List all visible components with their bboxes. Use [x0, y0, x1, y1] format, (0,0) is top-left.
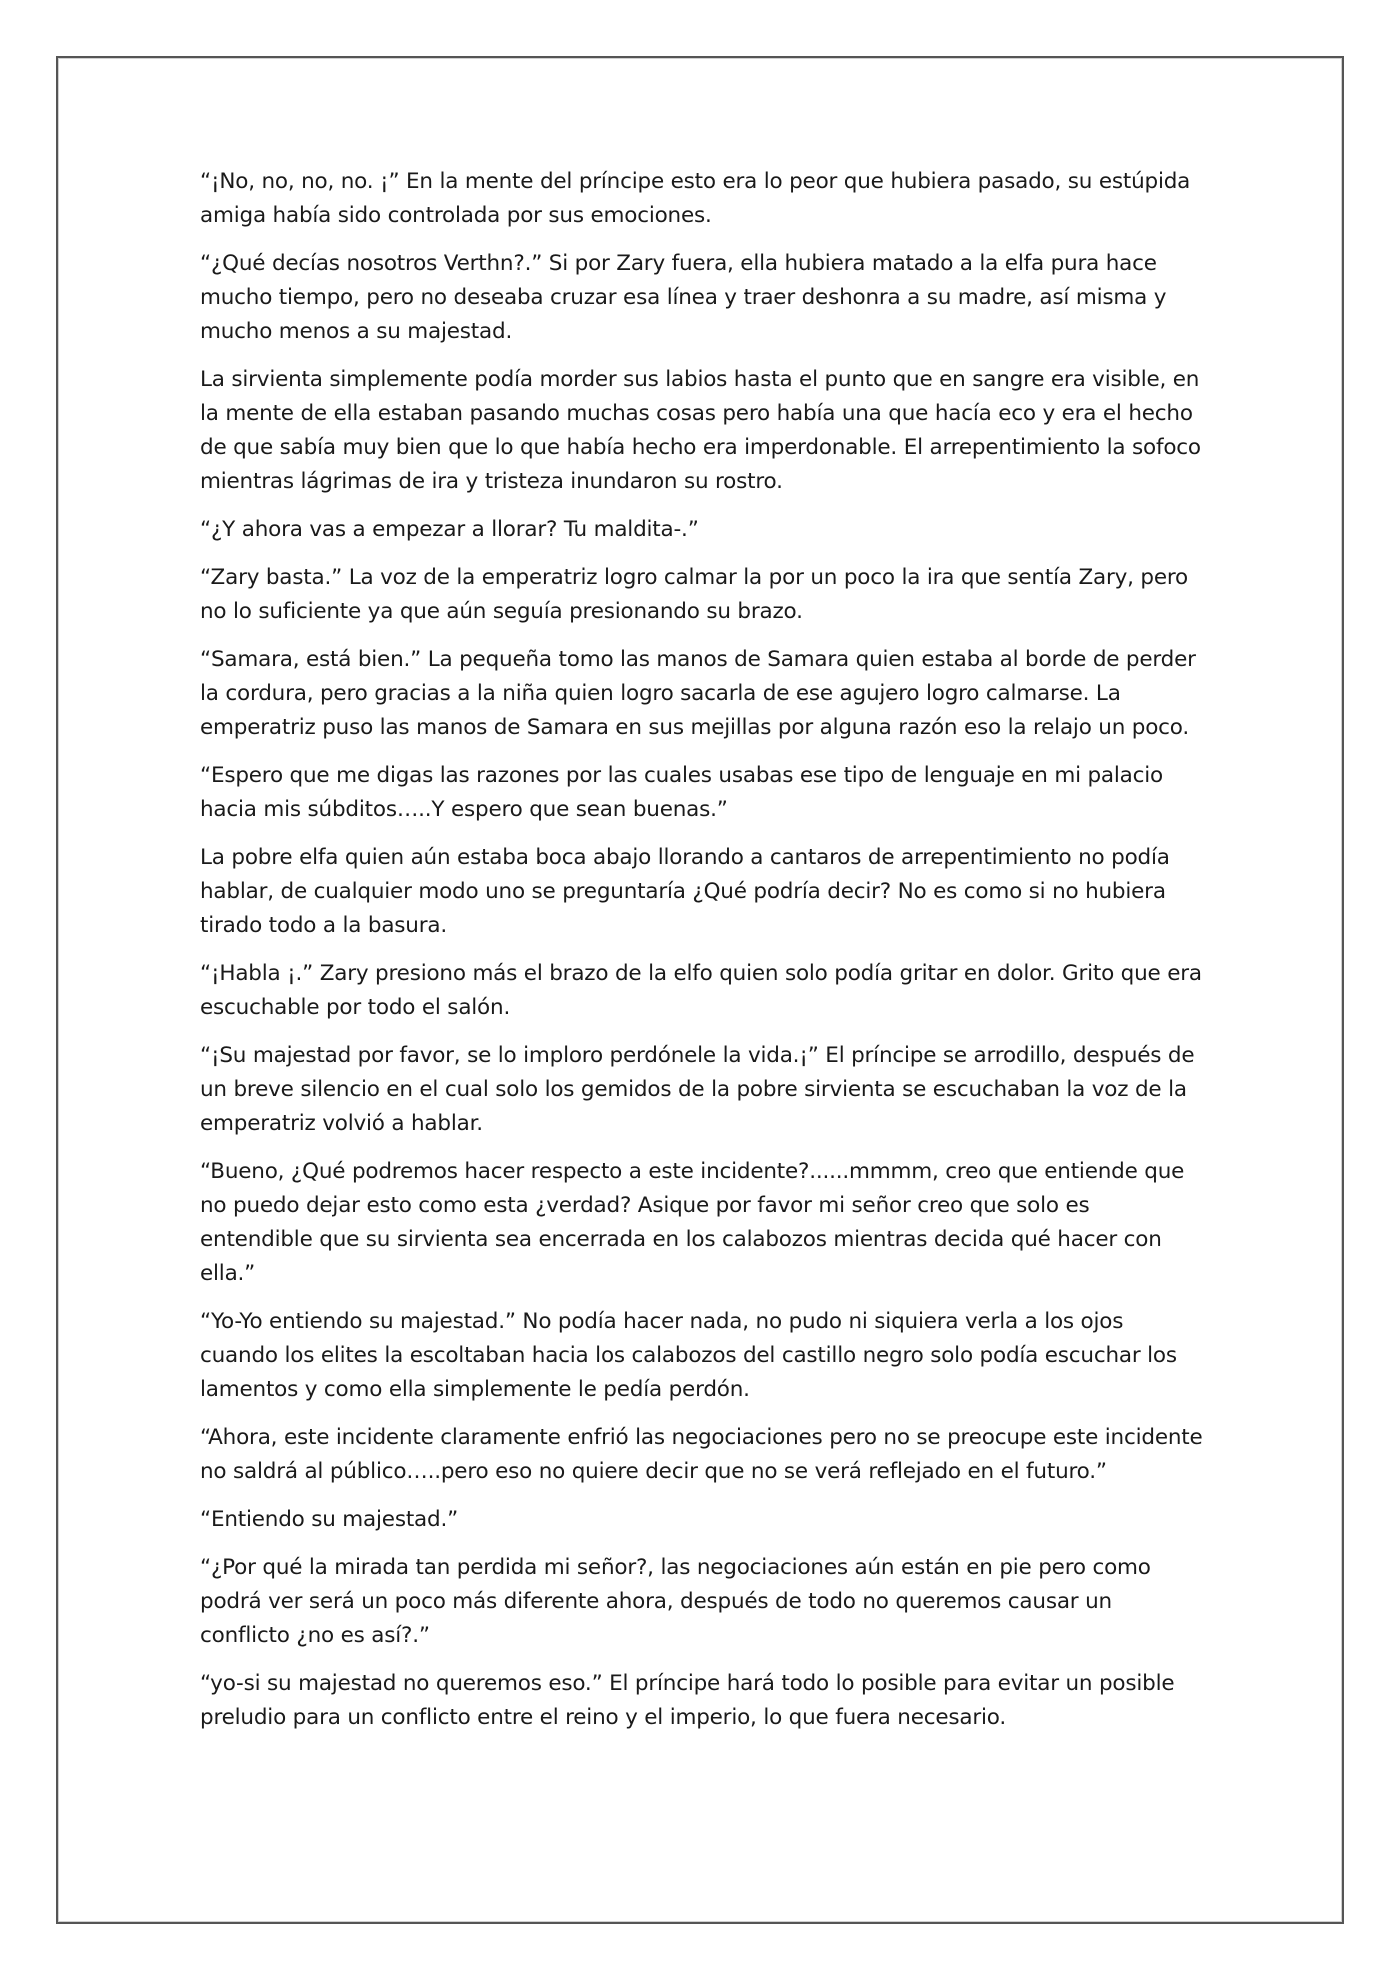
- paragraph: “Entiendo su majestad.”: [200, 1507, 459, 1532]
- paragraph: “¿Qué decías nosotros Verthn?.” Si por Zary fuera, ella hubiera matado a la elfa pura hace mucho tiempo, pero no deseaba cruzar esa línea y traer deshonra a su madre, así misma y mucho menos a su majestad.: [200, 251, 1167, 344]
- paragraph: “¡No, no, no, no. ¡” En la mente del príncipe esto era lo peor que hubiera pasado, su estúpida amiga había sido controlada por sus emociones.: [200, 169, 1191, 228]
- document-body: [200, 165, 1205, 1749]
- paragraph: “Bueno, ¿Qué podremos hacer respecto a este incidente?......mmmm, creo que entiende que no puedo dejar esto como esta ¿verdad? Asique por favor mi señor creo que solo es entendible que su sirvienta sea encerrada en los calabozos mientras decida qué hacer con ella.”: [200, 1159, 1185, 1286]
- paragraph: “¿Por qué la mirada tan perdida mi señor?, las negociaciones aún están en pie pero como podrá ver será un poco más diferente ahora, después de todo no queremos causar un conflicto ¿no es así?.”: [200, 1555, 1151, 1648]
- paragraph: La pobre elfa quien aún estaba boca abajo llorando a cantaros de arrepentimiento no podía hablar, de cualquier modo uno se preguntaría ¿Qué podría decir? No es como si no hubiera tirado todo a la basura.: [200, 845, 1170, 938]
- paragraph: “¿Y ahora vas a empezar a llorar? Tu maldita-.”: [200, 517, 699, 542]
- paragraph: “yo-si su majestad no queremos eso.” El príncipe hará todo lo posible para evitar un posible preludio para un conflicto entre el reino y el imperio, lo que fuera necesario.: [200, 1671, 1175, 1730]
- paragraph: “Yo-Yo entiendo su majestad.” No podía hacer nada, no pudo ni siquiera verla a los ojos cuando los elites la escoltaban hacia los calabozos del castillo negro solo podía escuchar los lamentos y como ella simplemente le pedía perdón.: [200, 1309, 1177, 1402]
- paragraph: “¡Habla ¡.” Zary presiono más el brazo de la elfo quien solo podía gritar en dolor. Grito que era escuchable por todo el salón.: [200, 961, 1202, 1020]
- paragraph: “Samara, está bien.” La pequeña tomo las manos de Samara quien estaba al borde de perder la cordura, pero gracias a la niña quien logro sacarla de ese agujero logro calmarse. La emperatriz puso las manos de Samara en sus mejillas por alguna razón eso la relajo un poco.: [200, 647, 1196, 740]
- paragraph: “¡Su majestad por favor, se lo imploro perdónele la vida.¡” El príncipe se arrodillo, después de un breve silencio en el cual solo los gemidos de la pobre sirvienta se escuchaban la voz de la emperatriz volvió a hablar.: [200, 1043, 1195, 1136]
- paragraph: La sirvienta simplemente podía morder sus labios hasta el punto que en sangre era visible, en la mente de ella estaban pasando muchas cosas pero había una que hacía eco y era el hecho de que sabía muy bien que lo que había hecho era imperdonable. El arrepentimiento la sofoco mientras lágrimas de ira y tristeza inundaron su rostro.: [200, 367, 1201, 494]
- paragraph: “Espero que me digas las razones por las cuales usabas ese tipo de lenguaje en mi palacio hacia mis súbditos…..Y espero que sean buenas.”: [200, 763, 1163, 822]
- paragraph: “Ahora, este incidente claramente enfrió las negociaciones pero no se preocupe este incidente no saldrá al público…..pero eso no quiere decir que no se verá reflejado en el futuro.”: [200, 1425, 1203, 1484]
- paragraph: “Zary basta.” La voz de la emperatriz logro calmar la por un poco la ira que sentía Zary, pero no lo suficiente ya que aún seguía presionando su brazo.: [200, 565, 1188, 624]
